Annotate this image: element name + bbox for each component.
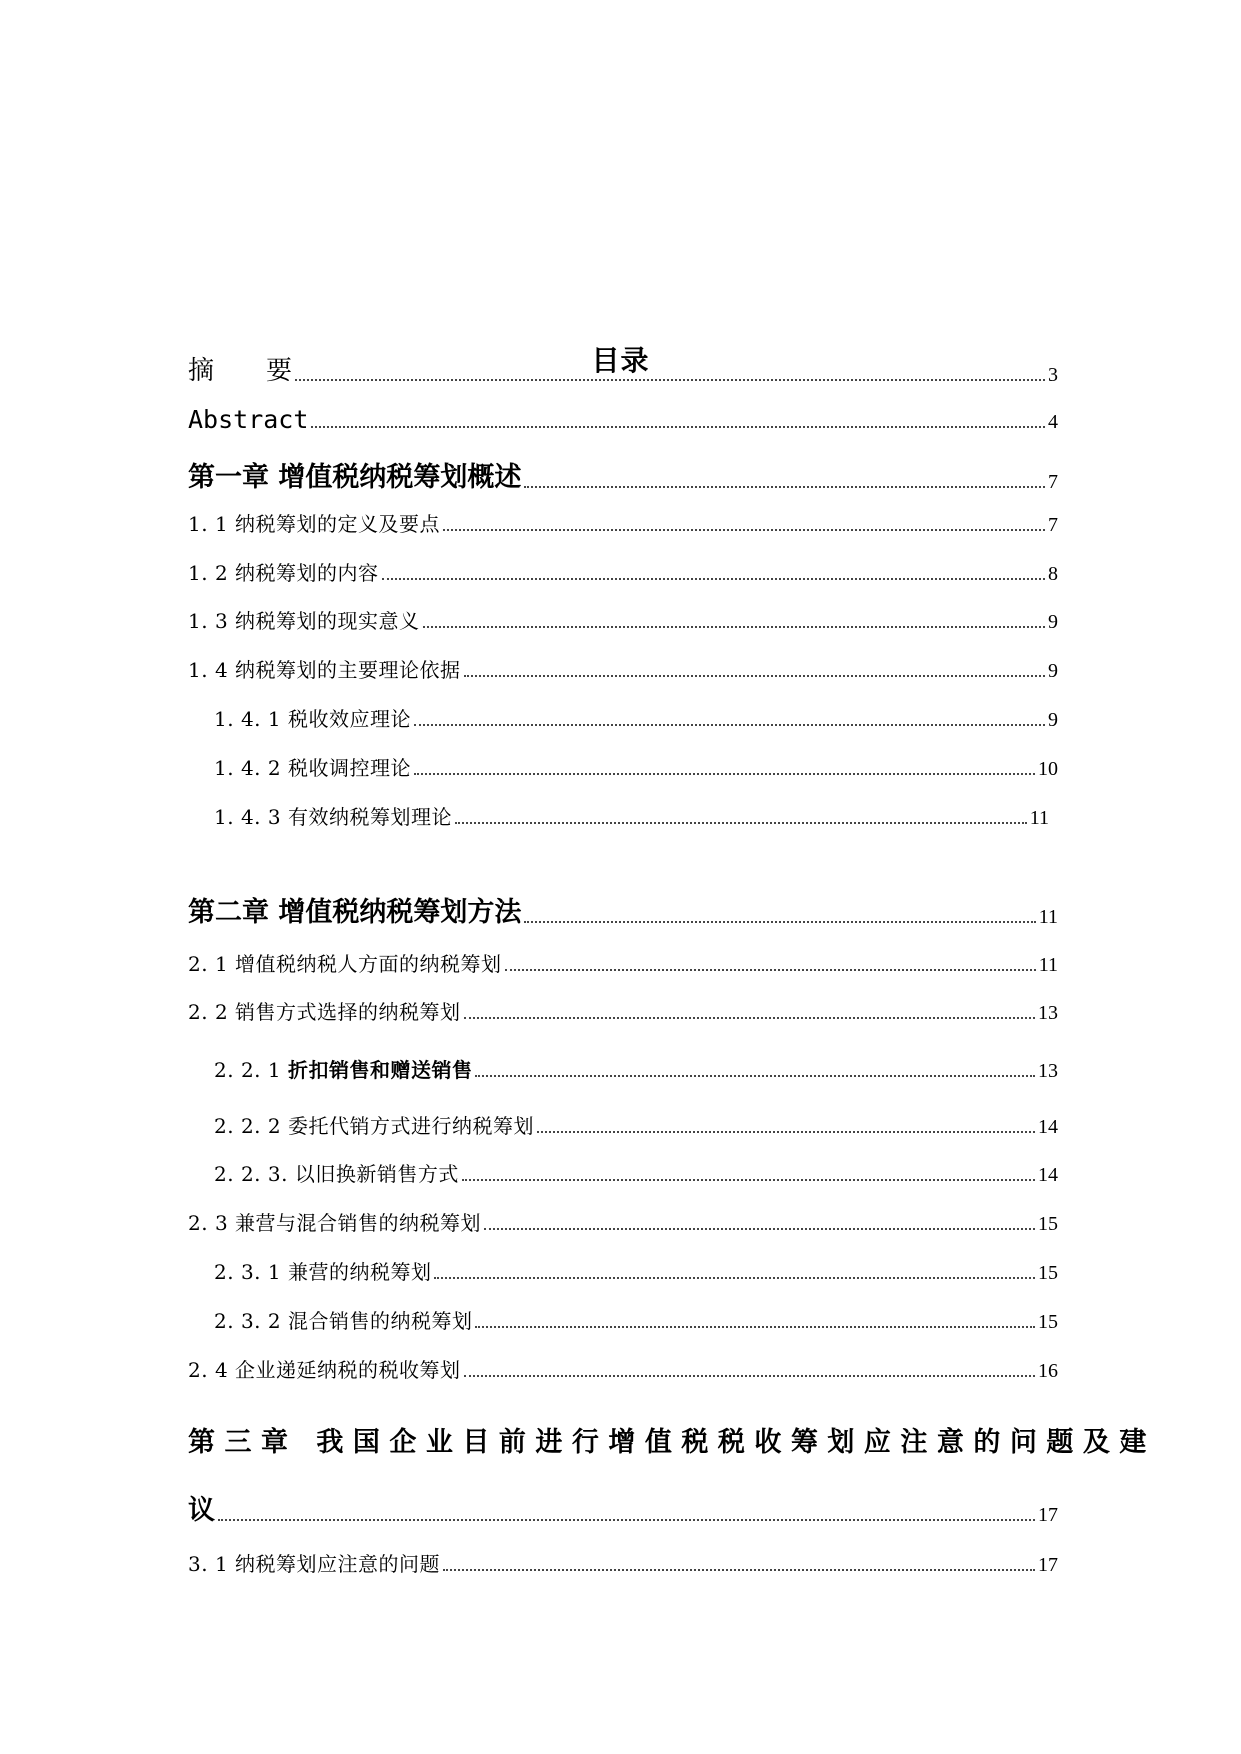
toc-page-number: 11 [1029,807,1049,829]
toc-leader [475,1074,1035,1077]
toc-leader [475,1325,1035,1328]
toc-entry-1-4-2[interactable] [214,752,1058,781]
toc-leader [537,1130,1035,1133]
toc-page-number: 9 [1048,660,1058,682]
toc-entry-label: 2. 3. 1 兼营的纳税筹划 [214,1260,432,1284]
toc-entry-abstract-en[interactable] [188,405,1058,434]
toc-entry-label: 2. 2. 3. 以旧换新销售方式 [214,1162,459,1186]
toc-leader [464,1016,1035,1019]
toc-entry-label: 摘 要 [188,356,293,386]
toc-page-number: 13 [1038,1060,1058,1082]
toc-leader [455,821,1027,824]
toc-page-number: 15 [1038,1262,1058,1284]
toc-entry-2-4[interactable] [188,1354,1058,1383]
toc-entry-label: 1. 4 纳税筹划的主要理论依据 [188,658,461,682]
toc-leader [434,1276,1035,1279]
toc-entry-2-2[interactable] [188,996,1058,1025]
toc-page-number: 7 [1048,514,1058,536]
toc-page-number: 15 [1038,1213,1058,1235]
toc-leader [462,1178,1035,1181]
toc-page-number: 4 [1048,411,1058,433]
toc-entry-label: 第二章 增值税纳税筹划方法 [188,897,522,928]
toc-entry-label: 议 [188,1495,215,1526]
toc-leader [414,772,1035,775]
toc-entry-label: 1. 4. 2 税收调控理论 [214,756,411,780]
toc-entry-3-1[interactable] [188,1548,1058,1577]
toc-entry-label: 3. 1 纳税筹划应注意的问题 [188,1552,441,1576]
toc-entry-1-3[interactable] [188,605,1058,634]
toc-leader [484,1227,1035,1230]
toc-entry-label: 2. 1 增值税纳税人方面的纳税筹划 [188,952,502,976]
toc-page-number: 11 [1038,954,1058,976]
page-title: 目录 [591,344,650,377]
toc-entry-label: 2. 2. 2 委托代销方式进行纳税筹划 [214,1114,534,1138]
toc-entry-label: 2. 3. 2 混合销售的纳税筹划 [214,1309,473,1333]
toc-entry-label: 2. 3 兼营与混合销售的纳税筹划 [188,1211,482,1235]
toc-entry-label: 折扣销售和赠送销售 [287,1058,473,1082]
toc-leader [414,723,1045,726]
toc-page-number: 3 [1048,364,1058,386]
toc-leader [218,1518,1035,1521]
toc-page-number: 8 [1048,563,1058,585]
toc-leader [311,425,1045,428]
toc-entry-label: 1. 1 纳税筹划的定义及要点 [188,512,441,536]
toc-entry-chapter-3-line1[interactable]: 第三章 我国企业目前进行增值税税收筹划应注意的问题及建 [188,1427,1156,1458]
toc-entry-chapter-3[interactable] [188,1488,1058,1527]
toc-leader [423,625,1045,628]
toc-entry-label: 2. 2 销售方式选择的纳税筹划 [188,1000,461,1024]
toc-entry-label: 1. 2 纳税筹划的内容 [188,561,379,585]
toc-leader [524,920,1035,923]
toc-page-number: 9 [1048,611,1058,633]
toc-entry-2-3-1[interactable] [214,1256,1058,1285]
toc-entry-1-2[interactable] [188,557,1058,586]
toc-page-number: 9 [1048,709,1058,731]
toc-entry-abstract-cn[interactable] [188,350,1058,387]
toc-leader [505,968,1036,971]
toc-entry-2-2-3[interactable] [214,1158,1058,1187]
toc-entry-2-1[interactable] [188,948,1058,977]
toc-entry-1-4-3[interactable] [214,801,1049,830]
toc-entry-1-1[interactable] [188,508,1058,537]
toc-page-number: 16 [1038,1360,1058,1382]
toc-entry-number: 2. 2. 1 [214,1058,288,1082]
toc-entry-label: 1. 4. 3 有效纳税筹划理论 [214,805,452,829]
toc-entry-label: 1. 3 纳税筹划的现实意义 [188,609,420,633]
toc-page-number: 14 [1038,1164,1058,1186]
toc-page-number: 11 [1038,906,1058,928]
toc-page-number: 17 [1038,1504,1058,1526]
toc-entry-chapter-2[interactable] [188,890,1058,929]
toc-leader [464,674,1045,677]
toc-page-number: 15 [1038,1311,1058,1333]
toc-leader [443,528,1045,531]
toc-entry-label: Abstract [188,405,309,434]
toc-entry-label: 第一章 增值税纳税筹划概述 [188,462,522,493]
toc-page-number: 17 [1038,1554,1058,1576]
toc-entry-2-2-2[interactable] [214,1110,1058,1139]
toc-entry-chapter-1[interactable] [188,455,1058,494]
toc-page-number: 7 [1048,471,1058,493]
toc-leader [464,1374,1035,1377]
toc-entry-1-4-1[interactable] [214,703,1058,732]
toc-leader [443,1568,1035,1571]
toc-page-number: 10 [1038,758,1058,780]
toc-entry-1-4[interactable] [188,654,1058,683]
toc-entry-2-2-1[interactable] [214,1054,1058,1083]
toc-leader [524,485,1045,488]
toc-page-number: 14 [1038,1116,1058,1138]
toc-leader [382,577,1045,580]
toc-leader [295,378,1045,381]
toc-entry-label: 2. 4 企业递延纳税的税收筹划 [188,1358,461,1382]
toc-entry-2-3[interactable] [188,1207,1058,1236]
toc-entry-label: 1. 4. 1 税收效应理论 [214,707,411,731]
toc-entry-2-3-2[interactable] [214,1305,1058,1334]
toc-page-number: 13 [1038,1002,1058,1024]
